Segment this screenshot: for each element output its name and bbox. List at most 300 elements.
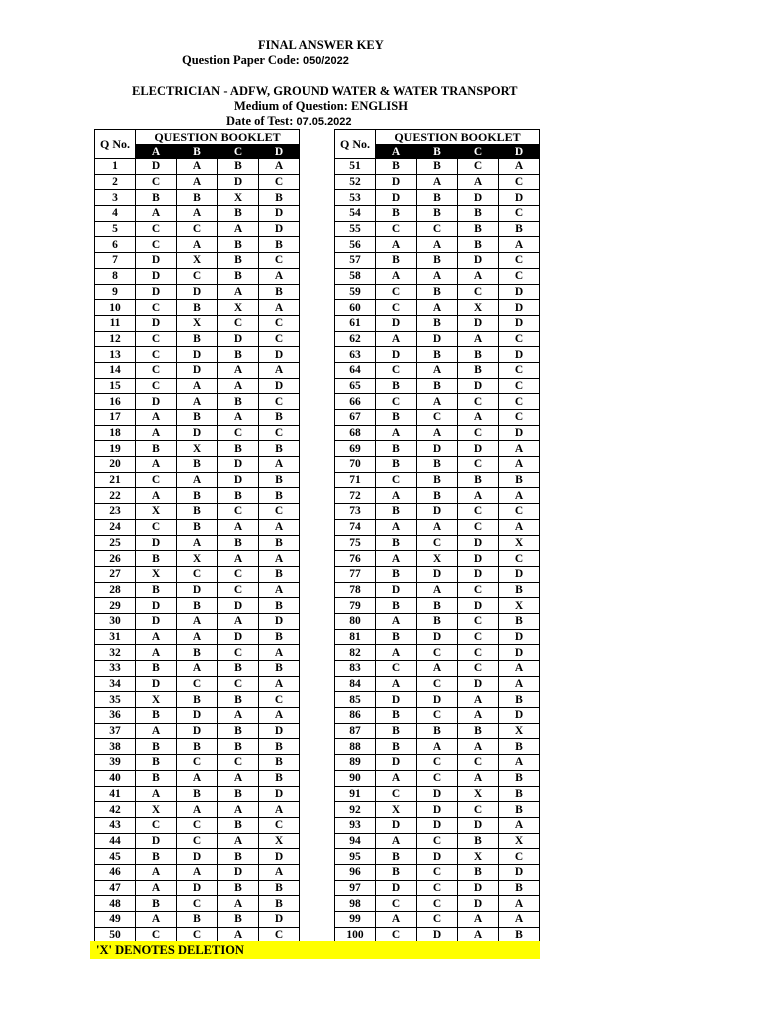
answer-booklet-d: B xyxy=(499,613,540,629)
question-number: 32 xyxy=(95,645,136,661)
answer-booklet-c: B xyxy=(458,723,499,739)
answer-booklet-c: A xyxy=(458,488,499,504)
answer-booklet-b: B xyxy=(177,645,218,661)
table-row xyxy=(95,315,300,331)
answer-booklet-b: C xyxy=(417,410,458,426)
question-number: 54 xyxy=(335,206,376,222)
answer-booklet-d: B xyxy=(259,441,300,457)
table-row xyxy=(95,300,300,316)
answer-booklet-c: C xyxy=(458,645,499,661)
answer-booklet-b: A xyxy=(417,582,458,598)
answer-booklet-c: B xyxy=(458,472,499,488)
answer-booklet-d: A xyxy=(259,708,300,724)
answer-booklet-a: B xyxy=(376,629,417,645)
answer-booklet-a: C xyxy=(376,284,417,300)
answer-booklet-b: A xyxy=(177,159,218,175)
answer-booklet-a: A xyxy=(136,629,177,645)
answer-booklet-b: C xyxy=(177,221,218,237)
answer-booklet-d: A xyxy=(259,864,300,880)
answer-key-table-left xyxy=(94,129,300,943)
answer-booklet-a: B xyxy=(376,535,417,551)
table-row xyxy=(95,237,300,253)
table-row xyxy=(335,284,540,300)
answer-booklet-a: C xyxy=(376,362,417,378)
answer-booklet-a: D xyxy=(136,613,177,629)
answer-booklet-c: B xyxy=(458,362,499,378)
table-row xyxy=(335,472,540,488)
question-number: 87 xyxy=(335,723,376,739)
answer-booklet-c: D xyxy=(218,472,259,488)
question-number: 35 xyxy=(95,692,136,708)
answer-booklet-c: C xyxy=(458,802,499,818)
question-number: 53 xyxy=(335,190,376,206)
answer-booklet-b: B xyxy=(417,472,458,488)
answer-booklet-c: D xyxy=(458,378,499,394)
answer-booklet-b: D xyxy=(417,802,458,818)
answer-booklet-d: B xyxy=(259,598,300,614)
table-row xyxy=(95,755,300,771)
booklet-c-header: C xyxy=(458,145,499,159)
answer-booklet-a: B xyxy=(376,253,417,269)
answer-booklet-b: C xyxy=(177,896,218,912)
answer-booklet-d: B xyxy=(259,535,300,551)
question-number: 2 xyxy=(95,174,136,190)
answer-booklet-b: B xyxy=(177,504,218,520)
answer-booklet-a: C xyxy=(376,221,417,237)
answer-booklet-b: D xyxy=(417,786,458,802)
question-number: 27 xyxy=(95,566,136,582)
answer-booklet-c: B xyxy=(218,268,259,284)
answer-booklet-b: B xyxy=(177,739,218,755)
answer-booklet-c: B xyxy=(458,206,499,222)
answer-booklet-d: C xyxy=(259,253,300,269)
answer-booklet-c: D xyxy=(458,676,499,692)
answer-booklet-a: A xyxy=(136,864,177,880)
question-number: 6 xyxy=(95,237,136,253)
answer-booklet-a: C xyxy=(136,331,177,347)
answer-booklet-a: C xyxy=(136,174,177,190)
answer-booklet-b: B xyxy=(417,598,458,614)
answer-booklet-d: C xyxy=(499,331,540,347)
answer-booklet-a: C xyxy=(136,362,177,378)
booklet-d-header: D xyxy=(259,145,300,159)
question-number: 90 xyxy=(335,770,376,786)
answer-booklet-d: A xyxy=(499,676,540,692)
answer-booklet-c: A xyxy=(458,410,499,426)
answer-booklet-c: B xyxy=(218,488,259,504)
answer-booklet-b: B xyxy=(417,378,458,394)
answer-booklet-d: A xyxy=(499,519,540,535)
answer-booklet-d: C xyxy=(499,378,540,394)
answer-booklet-a: B xyxy=(376,457,417,473)
answer-booklet-c: B xyxy=(218,441,259,457)
answer-booklet-a: D xyxy=(136,284,177,300)
answer-booklet-b: B xyxy=(417,723,458,739)
answer-booklet-d: C xyxy=(259,331,300,347)
answer-booklet-c: A xyxy=(218,708,259,724)
table-row xyxy=(95,331,300,347)
table-row xyxy=(335,723,540,739)
question-number: 13 xyxy=(95,347,136,363)
question-number: 69 xyxy=(335,441,376,457)
answer-booklet-a: D xyxy=(376,174,417,190)
table-row xyxy=(335,786,540,802)
answer-booklet-b: C xyxy=(177,927,218,943)
answer-booklet-b: A xyxy=(177,237,218,253)
answer-booklet-b: B xyxy=(177,331,218,347)
table-row xyxy=(95,221,300,237)
answer-booklet-b: D xyxy=(417,331,458,347)
table-row xyxy=(335,362,540,378)
question-number: 21 xyxy=(95,472,136,488)
question-number: 60 xyxy=(335,300,376,316)
answer-booklet-c: B xyxy=(218,159,259,175)
answer-booklet-a: A xyxy=(376,331,417,347)
table-row xyxy=(95,488,300,504)
answer-booklet-d: C xyxy=(499,504,540,520)
answer-booklet-d: A xyxy=(499,457,540,473)
answer-booklet-a: D xyxy=(376,880,417,896)
answer-booklet-d: B xyxy=(259,880,300,896)
answer-booklet-d: C xyxy=(259,504,300,520)
question-number: 3 xyxy=(95,190,136,206)
answer-booklet-a: C xyxy=(136,519,177,535)
answer-booklet-d: B xyxy=(259,770,300,786)
table-row xyxy=(95,676,300,692)
question-paper-code xyxy=(182,53,349,68)
question-number: 15 xyxy=(95,378,136,394)
table-row xyxy=(335,755,540,771)
answer-booklet-a: D xyxy=(136,676,177,692)
table-row xyxy=(335,770,540,786)
answer-booklet-c: B xyxy=(218,849,259,865)
answer-booklet-b: B xyxy=(177,410,218,426)
answer-booklet-a: B xyxy=(376,441,417,457)
answer-booklet-c: D xyxy=(458,441,499,457)
answer-booklet-c: X xyxy=(458,849,499,865)
table-row xyxy=(95,284,300,300)
answer-booklet-c: B xyxy=(218,880,259,896)
table-row xyxy=(95,378,300,394)
answer-booklet-a: D xyxy=(376,582,417,598)
answer-booklet-c: C xyxy=(458,613,499,629)
answer-booklet-b: C xyxy=(417,645,458,661)
table-row xyxy=(95,723,300,739)
answer-booklet-b: B xyxy=(417,315,458,331)
question-number: 12 xyxy=(95,331,136,347)
code-label: Question Paper Code: xyxy=(182,53,300,67)
answer-booklet-b: X xyxy=(177,253,218,269)
answer-booklet-d: B xyxy=(499,880,540,896)
answer-booklet-b: B xyxy=(417,457,458,473)
table-row xyxy=(95,629,300,645)
answer-booklet-c: B xyxy=(218,739,259,755)
table-row xyxy=(335,802,540,818)
answer-booklet-b: C xyxy=(417,896,458,912)
answer-booklet-b: A xyxy=(177,613,218,629)
table-row xyxy=(335,221,540,237)
question-number: 97 xyxy=(335,880,376,896)
answer-booklet-a: A xyxy=(376,645,417,661)
table-row xyxy=(95,849,300,865)
answer-booklet-b: D xyxy=(417,441,458,457)
answer-booklet-a: B xyxy=(136,551,177,567)
answer-booklet-a: B xyxy=(136,849,177,865)
answer-booklet-d: B xyxy=(259,472,300,488)
answer-booklet-b: C xyxy=(417,221,458,237)
table-row xyxy=(95,253,300,269)
answer-booklet-b: A xyxy=(177,206,218,222)
answer-booklet-c: C xyxy=(218,315,259,331)
answer-booklet-c: A xyxy=(458,331,499,347)
answer-booklet-c: C xyxy=(218,645,259,661)
answer-booklet-c: A xyxy=(458,268,499,284)
table-row xyxy=(95,692,300,708)
table-row xyxy=(335,206,540,222)
question-number: 85 xyxy=(335,692,376,708)
question-number: 99 xyxy=(335,912,376,928)
answer-booklet-b: C xyxy=(177,817,218,833)
answer-booklet-a: A xyxy=(136,206,177,222)
qno-header: Q No. xyxy=(95,130,136,159)
table-row xyxy=(335,300,540,316)
answer-booklet-d: B xyxy=(259,896,300,912)
answer-booklet-c: C xyxy=(458,755,499,771)
answer-booklet-a: C xyxy=(376,300,417,316)
question-booklet-header: QUESTION BOOKLET xyxy=(376,130,540,145)
table-row xyxy=(95,598,300,614)
question-number: 4 xyxy=(95,206,136,222)
table-row xyxy=(335,849,540,865)
answer-booklet-a: C xyxy=(136,221,177,237)
answer-booklet-d: X xyxy=(499,723,540,739)
date-of-test xyxy=(226,114,352,129)
answer-booklet-c: D xyxy=(218,598,259,614)
table-row xyxy=(335,190,540,206)
answer-booklet-b: B xyxy=(417,284,458,300)
answer-booklet-b: C xyxy=(177,833,218,849)
answer-booklet-b: X xyxy=(177,315,218,331)
answer-booklet-c: D xyxy=(218,629,259,645)
answer-booklet-d: B xyxy=(259,739,300,755)
qno-header: Q No. xyxy=(335,130,376,159)
answer-booklet-c: A xyxy=(218,410,259,426)
answer-booklet-c: C xyxy=(458,425,499,441)
answer-booklet-c: C xyxy=(218,755,259,771)
table-row xyxy=(335,645,540,661)
question-number: 43 xyxy=(95,817,136,833)
answer-booklet-c: A xyxy=(458,174,499,190)
answer-booklet-a: A xyxy=(376,551,417,567)
question-number: 45 xyxy=(95,849,136,865)
answer-booklet-c: C xyxy=(458,457,499,473)
answer-booklet-a: C xyxy=(136,817,177,833)
answer-booklet-d: D xyxy=(259,206,300,222)
answer-booklet-a: C xyxy=(136,378,177,394)
question-number: 100 xyxy=(335,927,376,943)
answer-booklet-c: D xyxy=(458,190,499,206)
answer-booklet-d: D xyxy=(499,629,540,645)
answer-booklet-c: B xyxy=(458,237,499,253)
answer-booklet-b: A xyxy=(177,378,218,394)
answer-booklet-a: A xyxy=(376,488,417,504)
answer-booklet-a: C xyxy=(136,347,177,363)
answer-booklet-a: A xyxy=(136,410,177,426)
question-number: 75 xyxy=(335,535,376,551)
answer-booklet-b: A xyxy=(177,535,218,551)
table-row xyxy=(95,739,300,755)
answer-booklet-c: B xyxy=(458,347,499,363)
answer-booklet-b: C xyxy=(177,566,218,582)
table-row xyxy=(95,347,300,363)
question-number: 65 xyxy=(335,378,376,394)
answer-booklet-b: D xyxy=(177,425,218,441)
answer-booklet-b: X xyxy=(177,441,218,457)
table-row xyxy=(335,817,540,833)
answer-booklet-b: B xyxy=(177,190,218,206)
table-row xyxy=(335,394,540,410)
answer-booklet-a: B xyxy=(136,770,177,786)
table-row xyxy=(335,315,540,331)
answer-booklet-a: D xyxy=(376,190,417,206)
answer-booklet-c: X xyxy=(218,190,259,206)
question-number: 82 xyxy=(335,645,376,661)
answer-key-table-right xyxy=(334,129,540,943)
table-row xyxy=(95,613,300,629)
table-row xyxy=(335,410,540,426)
table-row xyxy=(335,739,540,755)
answer-booklet-d: A xyxy=(499,755,540,771)
answer-booklet-c: C xyxy=(458,159,499,175)
answer-booklet-b: B xyxy=(177,457,218,473)
question-number: 76 xyxy=(335,551,376,567)
question-number: 57 xyxy=(335,253,376,269)
booklet-b-header: B xyxy=(177,145,218,159)
table-row xyxy=(95,441,300,457)
question-number: 50 xyxy=(95,927,136,943)
answer-booklet-a: B xyxy=(376,723,417,739)
question-number: 25 xyxy=(95,535,136,551)
answer-booklet-b: B xyxy=(417,190,458,206)
question-number: 77 xyxy=(335,566,376,582)
table-row xyxy=(335,864,540,880)
question-number: 68 xyxy=(335,425,376,441)
answer-booklet-c: C xyxy=(458,519,499,535)
answer-booklet-c: B xyxy=(218,692,259,708)
table-row xyxy=(95,802,300,818)
question-number: 44 xyxy=(95,833,136,849)
answer-booklet-c: C xyxy=(458,582,499,598)
answer-booklet-d: D xyxy=(499,566,540,582)
question-number: 1 xyxy=(95,159,136,175)
answer-booklet-c: D xyxy=(458,817,499,833)
answer-booklet-c: A xyxy=(218,221,259,237)
answer-booklet-c: B xyxy=(218,912,259,928)
answer-booklet-b: A xyxy=(177,629,218,645)
answer-booklet-d: C xyxy=(499,174,540,190)
answer-booklet-a: A xyxy=(376,833,417,849)
answer-booklet-a: A xyxy=(376,519,417,535)
answer-booklet-a: X xyxy=(136,566,177,582)
answer-booklet-d: C xyxy=(499,268,540,284)
answer-booklet-d: D xyxy=(499,284,540,300)
answer-booklet-c: A xyxy=(218,284,259,300)
answer-booklet-a: C xyxy=(136,300,177,316)
answer-booklet-b: C xyxy=(417,708,458,724)
answer-booklet-a: X xyxy=(136,692,177,708)
answer-booklet-c: D xyxy=(458,896,499,912)
answer-booklet-d: D xyxy=(259,613,300,629)
table-row xyxy=(335,378,540,394)
answer-booklet-d: B xyxy=(499,802,540,818)
answer-booklet-b: A xyxy=(177,864,218,880)
answer-booklet-a: C xyxy=(136,927,177,943)
answer-booklet-a: A xyxy=(376,770,417,786)
answer-booklet-b: D xyxy=(177,347,218,363)
answer-booklet-d: A xyxy=(259,551,300,567)
table-row xyxy=(95,880,300,896)
answer-booklet-b: D xyxy=(177,708,218,724)
question-number: 28 xyxy=(95,582,136,598)
question-number: 36 xyxy=(95,708,136,724)
answer-booklet-b: D xyxy=(417,566,458,582)
answer-booklet-a: B xyxy=(376,566,417,582)
question-number: 71 xyxy=(335,472,376,488)
table-row xyxy=(95,864,300,880)
answer-booklet-c: B xyxy=(218,661,259,677)
answer-booklet-d: B xyxy=(499,221,540,237)
answer-booklet-a: D xyxy=(376,817,417,833)
answer-booklet-a: C xyxy=(376,896,417,912)
answer-booklet-a: B xyxy=(136,661,177,677)
question-number: 17 xyxy=(95,410,136,426)
answer-booklet-b: D xyxy=(177,284,218,300)
answer-booklet-d: A xyxy=(259,362,300,378)
answer-booklet-a: B xyxy=(136,755,177,771)
answer-booklet-c: B xyxy=(458,221,499,237)
answer-booklet-c: B xyxy=(218,394,259,410)
answer-booklet-a: C xyxy=(136,472,177,488)
booklet-c-header: C xyxy=(218,145,259,159)
answer-booklet-b: D xyxy=(177,880,218,896)
answer-booklet-a: B xyxy=(376,739,417,755)
answer-booklet-a: A xyxy=(136,880,177,896)
answer-booklet-b: A xyxy=(417,174,458,190)
answer-booklet-b: B xyxy=(417,206,458,222)
answer-booklet-a: B xyxy=(376,504,417,520)
answer-booklet-c: B xyxy=(218,237,259,253)
question-number: 19 xyxy=(95,441,136,457)
table-row xyxy=(95,174,300,190)
answer-booklet-c: A xyxy=(218,802,259,818)
answer-booklet-a: A xyxy=(136,912,177,928)
answer-booklet-b: B xyxy=(417,159,458,175)
answer-booklet-c: A xyxy=(218,833,259,849)
question-number: 5 xyxy=(95,221,136,237)
answer-booklet-d: C xyxy=(259,817,300,833)
answer-booklet-a: A xyxy=(376,912,417,928)
code-value: 050/2022 xyxy=(302,55,349,67)
question-number: 59 xyxy=(335,284,376,300)
table-row xyxy=(335,896,540,912)
answer-booklet-a: B xyxy=(376,598,417,614)
question-number: 46 xyxy=(95,864,136,880)
answer-booklet-c: B xyxy=(218,206,259,222)
question-number: 73 xyxy=(335,504,376,520)
question-number: 39 xyxy=(95,755,136,771)
question-number: 23 xyxy=(95,504,136,520)
table-row xyxy=(335,708,540,724)
